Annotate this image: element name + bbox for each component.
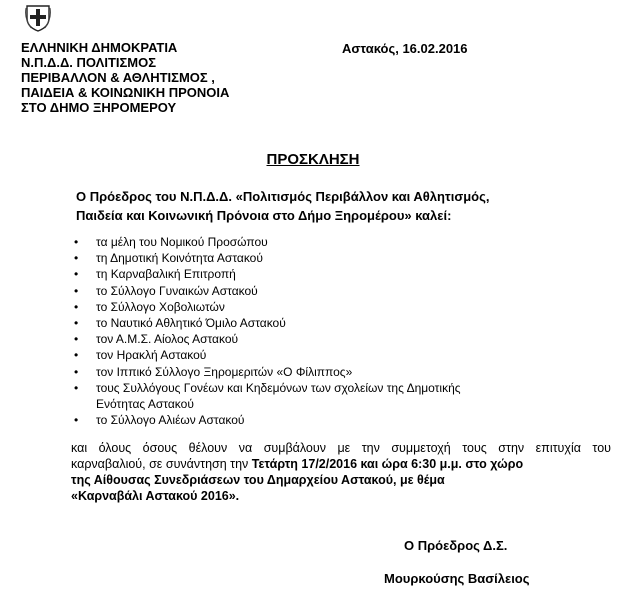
meeting-date-time: Τετάρτη 17/2/2016 και ώρα 6:30 μ.μ. στο χώρο xyxy=(251,457,524,471)
header-line: Ν.Π.Δ.Δ. ΠΟΛΙΤΙΣΜΟΣ xyxy=(21,55,157,70)
intro-line: Παιδεία και Κοινωνική Πρόνοια στο Δήμο Ξηρομέρου» καλεί: xyxy=(76,208,452,223)
invitee-list xyxy=(70,234,461,428)
closing-text: καρναβαλιού, σε συνάντηση την xyxy=(71,457,252,471)
issuer-header xyxy=(21,40,229,115)
list-item: • τους Συλλόγους Γονέων και Κηδεμόνων των σχολείων της Δημοτικής xyxy=(70,380,461,396)
list-item-continuation: Ενότητας Αστακού xyxy=(96,397,194,412)
intro-paragraph xyxy=(76,187,490,225)
meeting-subject: «Καρναβάλι Αστακού 2016». xyxy=(71,489,240,503)
list-item: • το Σύλλογο Αλιέων Αστακού xyxy=(70,412,461,428)
greek-coat-of-arms-icon xyxy=(25,2,51,32)
closing-line: και όλους όσους θέλουν να συμβάλουν με την συμμετοχή τους στην επιτυχία του xyxy=(71,441,611,455)
list-item: • το Σύλλογο Γυναικών Αστακού xyxy=(70,283,461,299)
signer-role: Ο Πρόεδρος Δ.Σ. xyxy=(404,538,508,553)
intro-line: Ο Πρόεδρος του Ν.Π.Δ.Δ. «Πολιτισμός Περιβάλλον και Αθλητισμός, xyxy=(76,189,490,204)
signer-name: Μουρκούσης Βασίλειος xyxy=(384,571,530,586)
closing-line xyxy=(71,456,611,472)
document-title: ΠΡΟΣΚΛΗΣΗ xyxy=(266,151,360,168)
header-line: ΠΑΙΔΕΙΑ & ΚΟΙΝΩΝΙΚΗ ΠΡΟΝΟΙΑ xyxy=(21,85,230,100)
list-item: • τον Ηρακλή Αστακού xyxy=(70,347,461,363)
header-line: ΠΕΡΙΒΑΛΛΟΝ & ΑΘΛΗΤΙΣΜΟΣ , xyxy=(21,70,215,85)
header-line: ΕΛΛΗΝΙΚΗ ΔΗΜΟΚΡΑΤΙΑ xyxy=(21,40,178,55)
place-date: Αστακός, 16.02.2016 xyxy=(342,41,468,56)
closing-paragraph xyxy=(71,440,611,504)
list-item: • τη Δημοτική Κοινότητα Αστακού xyxy=(70,250,461,266)
list-item: • το Σύλλογο Χοβολιωτών xyxy=(70,299,461,315)
list-item: • τον Α.Μ.Σ. Αίολος Αστακού xyxy=(70,331,461,347)
header-line: ΣΤΟ ΔΗΜΟ ΞΗΡΟΜΕΡΟΥ xyxy=(21,100,177,115)
closing-line: της Αίθουσας Συνεδριάσεων του Δημαρχείου Αστακού, με θέμα xyxy=(71,473,445,487)
list-item: • τα μέλη του Νομικού Προσώπου xyxy=(70,234,461,250)
list-item: • τον Ιππικό Σύλλογο Ξηρομεριτών «Ο Φίλιππος» xyxy=(70,364,461,380)
list-item: • το Ναυτικό Αθλητικό Όμιλο Αστακού xyxy=(70,315,461,331)
list-item: • τη Καρναβαλική Επιτροπή xyxy=(70,266,461,282)
